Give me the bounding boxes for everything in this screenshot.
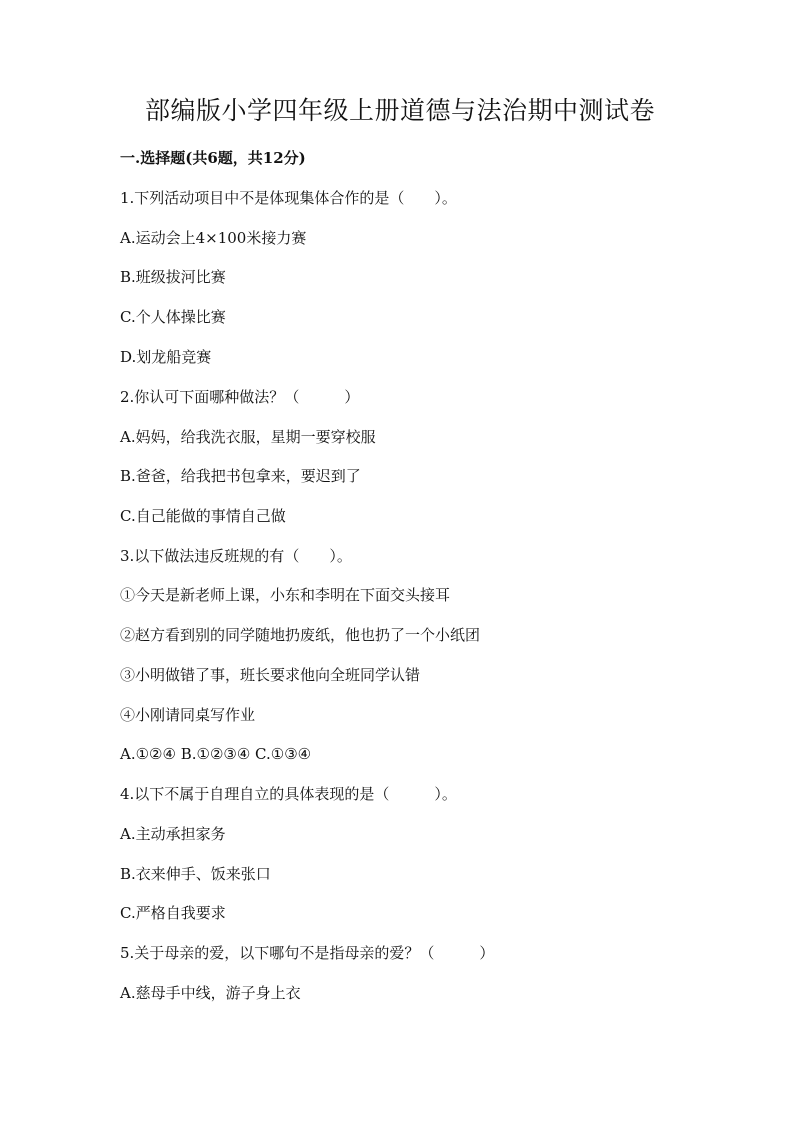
- question-3-statement-2: ②赵方看到别的同学随地扔废纸，他也扔了一个小纸团: [120, 626, 481, 644]
- question-4-option-b: B.衣来伸手、饭来张口: [120, 865, 271, 883]
- question-2-option-a: A.妈妈，给我洗衣服，星期一要穿校服: [120, 428, 376, 446]
- page-title: 部编版小学四年级上册道德与法治期中测试卷: [144, 96, 655, 125]
- question-2-option-b: B.爸爸，给我把书包拿来，要迟到了: [120, 467, 361, 485]
- question-3-statement-3: ③小明做错了事，班长要求他向全班同学认错: [120, 666, 421, 684]
- question-3-options: A.①②④ B.①②③④ C.①③④: [120, 745, 312, 763]
- question-4-option-c: C.严格自我要求: [120, 904, 226, 922]
- question-4-text: 4.以下不属于自理自立的具体表现的是（ ）。: [120, 785, 457, 803]
- question-1-option-d: D.划龙船竞赛: [120, 348, 212, 366]
- question-2-option-c: C.自己能做的事情自己做: [120, 507, 286, 525]
- question-5-option-a: A.慈母手中线，游子身上衣: [120, 984, 301, 1002]
- question-1-option-c: C.个人体操比赛: [120, 308, 226, 326]
- question-3-statement-1: ①今天是新老师上课，小东和李明在下面交头接耳: [120, 586, 451, 604]
- question-2-text: 2.你认可下面哪种做法？（ ）: [120, 388, 360, 406]
- question-1-text: 1.下列活动项目中不是体现集体合作的是（ ）。: [120, 189, 457, 207]
- question-1-option-a: A.运动会上4×100米接力赛: [120, 229, 307, 247]
- question-5-text: 5.关于母亲的爱，以下哪句不是指母亲的爱？（ ）: [120, 944, 495, 962]
- question-3-text: 3.以下做法违反班规的有（ ）。: [120, 547, 352, 565]
- question-3-statement-4: ④小刚请同桌写作业: [120, 706, 256, 724]
- section-heading: 一.选择题(共6题，共12分): [120, 149, 306, 167]
- question-4-option-a: A.主动承担家务: [120, 825, 226, 843]
- question-1-option-b: B.班级拔河比赛: [120, 268, 226, 286]
